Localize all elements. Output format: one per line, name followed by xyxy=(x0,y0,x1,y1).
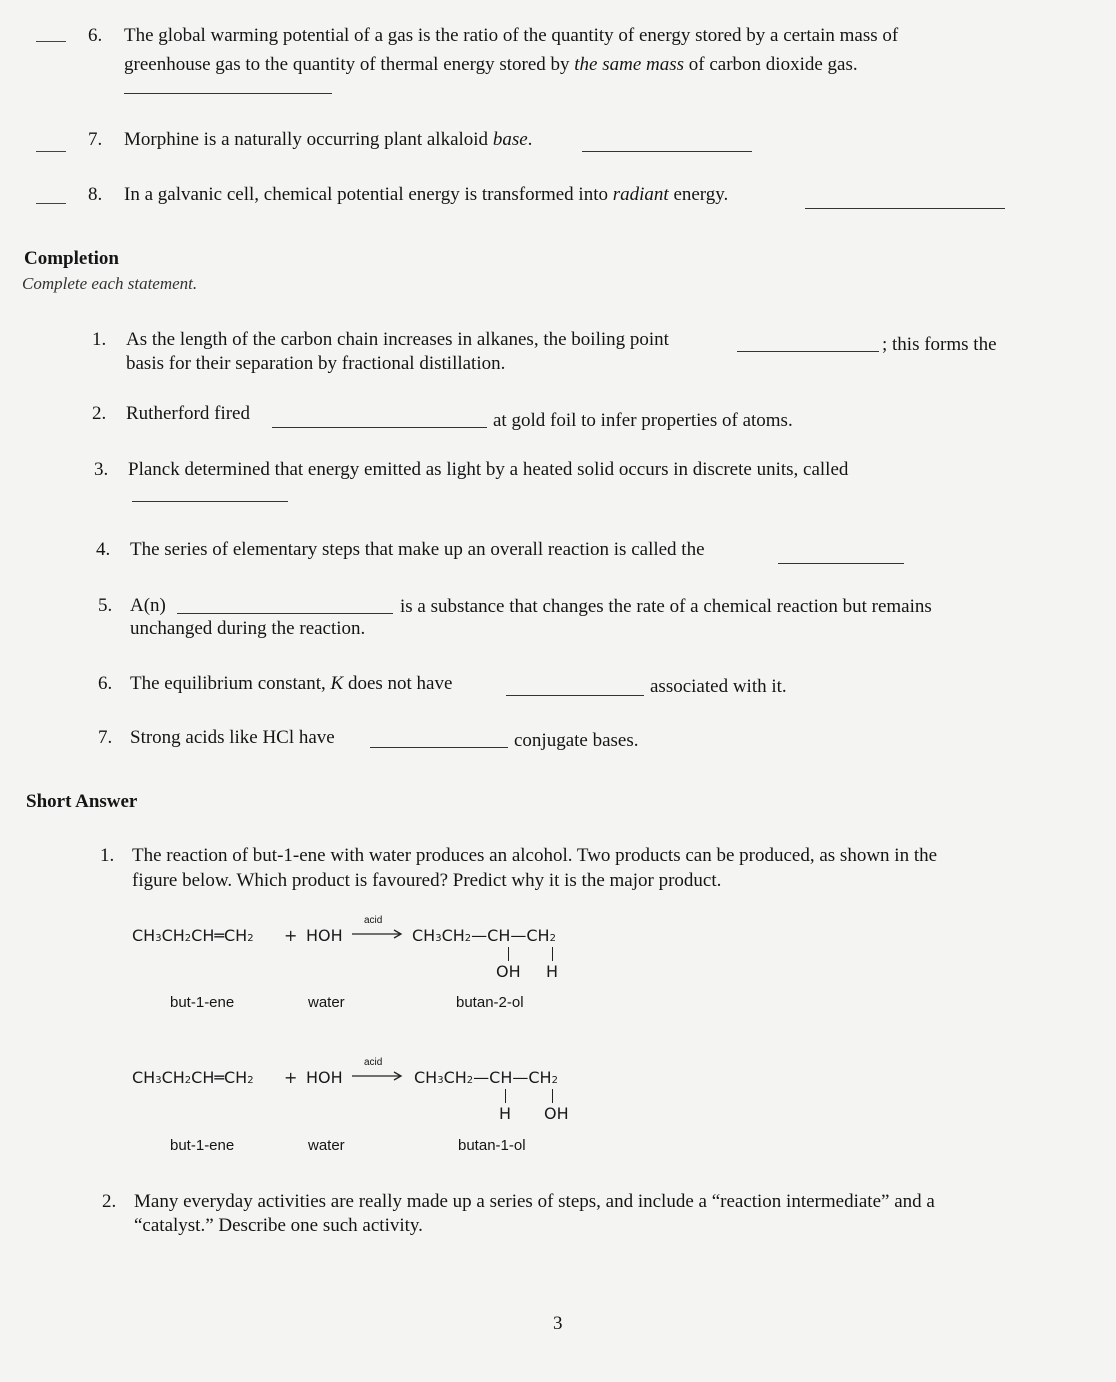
item-number: 6. xyxy=(88,25,103,46)
reactant-formula: CH3CH2CH═CH2 xyxy=(132,926,254,945)
product-label: butan-1-ol xyxy=(458,1137,526,1154)
answer-line[interactable] xyxy=(582,150,752,152)
plus-sign: + xyxy=(284,926,298,945)
water-label: water xyxy=(308,994,345,1011)
item-number: 1. xyxy=(100,845,115,866)
reactant-label: but-1-ene xyxy=(170,994,235,1011)
item-number: 3. xyxy=(94,459,109,480)
item-number: 7. xyxy=(98,727,113,748)
answer-line[interactable] xyxy=(737,350,879,352)
completion-1-a: As the length of the carbon chain increases in alkanes, the boiling point xyxy=(126,329,669,350)
completion-4-a: The series of elementary steps that make up an overall reaction is called the xyxy=(130,539,705,560)
completion-5-a: A(n) xyxy=(130,595,166,616)
arrow-label: acid xyxy=(364,1057,383,1068)
completion-7-b: conjugate bases. xyxy=(514,730,639,751)
short-answer-2-line1: Many everyday activities are really made up a series of steps, and include a “reaction intermediate” and a xyxy=(134,1191,935,1212)
answer-line[interactable] xyxy=(370,746,508,748)
short-answer-2-line2: “catalyst.” Describe one such activity. xyxy=(134,1215,423,1236)
short-answer-1-line1: The reaction of but-1-ene with water produces an alcohol. Two products can be produced, as shown in the xyxy=(132,845,938,866)
completion-1-b: ; this forms the xyxy=(882,334,997,355)
answer-blank[interactable] xyxy=(36,40,66,42)
completion-2-b: at gold foil to infer properties of atoms. xyxy=(493,410,793,431)
answer-blank[interactable] xyxy=(36,202,66,204)
tf-8-text: In a galvanic cell, chemical potential energy is transformed into radiant energy. xyxy=(124,184,729,205)
arrow-label: acid xyxy=(364,915,383,926)
answer-line[interactable] xyxy=(132,500,288,502)
bond-line xyxy=(508,947,509,961)
answer-line[interactable] xyxy=(506,694,644,696)
tf-6-line2: greenhouse gas to the quantity of thermal energy stored by the same mass of carbon dioxide gas. xyxy=(124,54,858,75)
completion-7-a: Strong acids like HCl have xyxy=(130,727,335,748)
tf-7-text: Morphine is a naturally occurring plant alkaloid base. xyxy=(124,129,533,150)
product-label: butan-2-ol xyxy=(456,994,524,1011)
plus-sign: + xyxy=(284,1068,298,1087)
completion-3-a: Planck determined that energy emitted as light by a heated solid occurs in discrete units, called xyxy=(128,459,849,480)
item-number: 5. xyxy=(98,595,113,616)
tf-6-line1: The global warming potential of a gas is the ratio of the quantity of energy stored by a certain mass of xyxy=(124,25,899,46)
substituent-right: OH xyxy=(544,1104,569,1123)
water-formula: HOH xyxy=(306,926,343,945)
bond-line xyxy=(552,1089,553,1103)
reactant-label: but-1-ene xyxy=(170,1137,235,1154)
water-formula: HOH xyxy=(306,1068,343,1087)
answer-blank[interactable] xyxy=(36,150,66,152)
substituent-left: OH xyxy=(496,962,521,981)
answer-line[interactable] xyxy=(778,562,904,564)
substituent-right: H xyxy=(546,962,559,981)
item-number: 4. xyxy=(96,539,111,560)
item-number: 2. xyxy=(92,403,107,424)
answer-line[interactable] xyxy=(177,612,393,614)
reactant-formula: CH3CH2CH═CH2 xyxy=(132,1068,254,1087)
page-number: 3 xyxy=(553,1313,563,1334)
completion-6-b: associated with it. xyxy=(650,676,787,697)
short-answer-1-line2: figure below. Which product is favoured? Predict why it is the major product. xyxy=(132,870,722,891)
section-heading-completion: Completion xyxy=(24,248,119,269)
product-formula: CH3CH2—CH—CH2 xyxy=(412,926,556,945)
answer-line[interactable] xyxy=(272,426,487,428)
completion-5-c: unchanged during the reaction. xyxy=(130,618,366,639)
product-formula: CH3CH2—CH—CH2 xyxy=(414,1068,558,1087)
item-number: 6. xyxy=(98,673,113,694)
item-number: 2. xyxy=(102,1191,117,1212)
completion-5-b: is a substance that changes the rate of a chemical reaction but remains xyxy=(400,596,932,617)
answer-line[interactable] xyxy=(805,207,1005,209)
bond-line xyxy=(552,947,553,961)
section-instruction: Complete each statement. xyxy=(22,274,198,293)
item-number: 8. xyxy=(88,184,103,205)
item-number: 1. xyxy=(92,329,107,350)
section-heading-short-answer: Short Answer xyxy=(26,791,138,812)
substituent-left: H xyxy=(499,1104,512,1123)
bond-line xyxy=(505,1089,506,1103)
completion-2-a: Rutherford fired xyxy=(126,403,250,424)
answer-line[interactable] xyxy=(124,92,332,94)
water-label: water xyxy=(308,1137,345,1154)
item-number: 7. xyxy=(88,129,103,150)
completion-1-c: basis for their separation by fractional distillation. xyxy=(126,353,506,374)
completion-6-a: The equilibrium constant, K does not have xyxy=(130,673,453,694)
